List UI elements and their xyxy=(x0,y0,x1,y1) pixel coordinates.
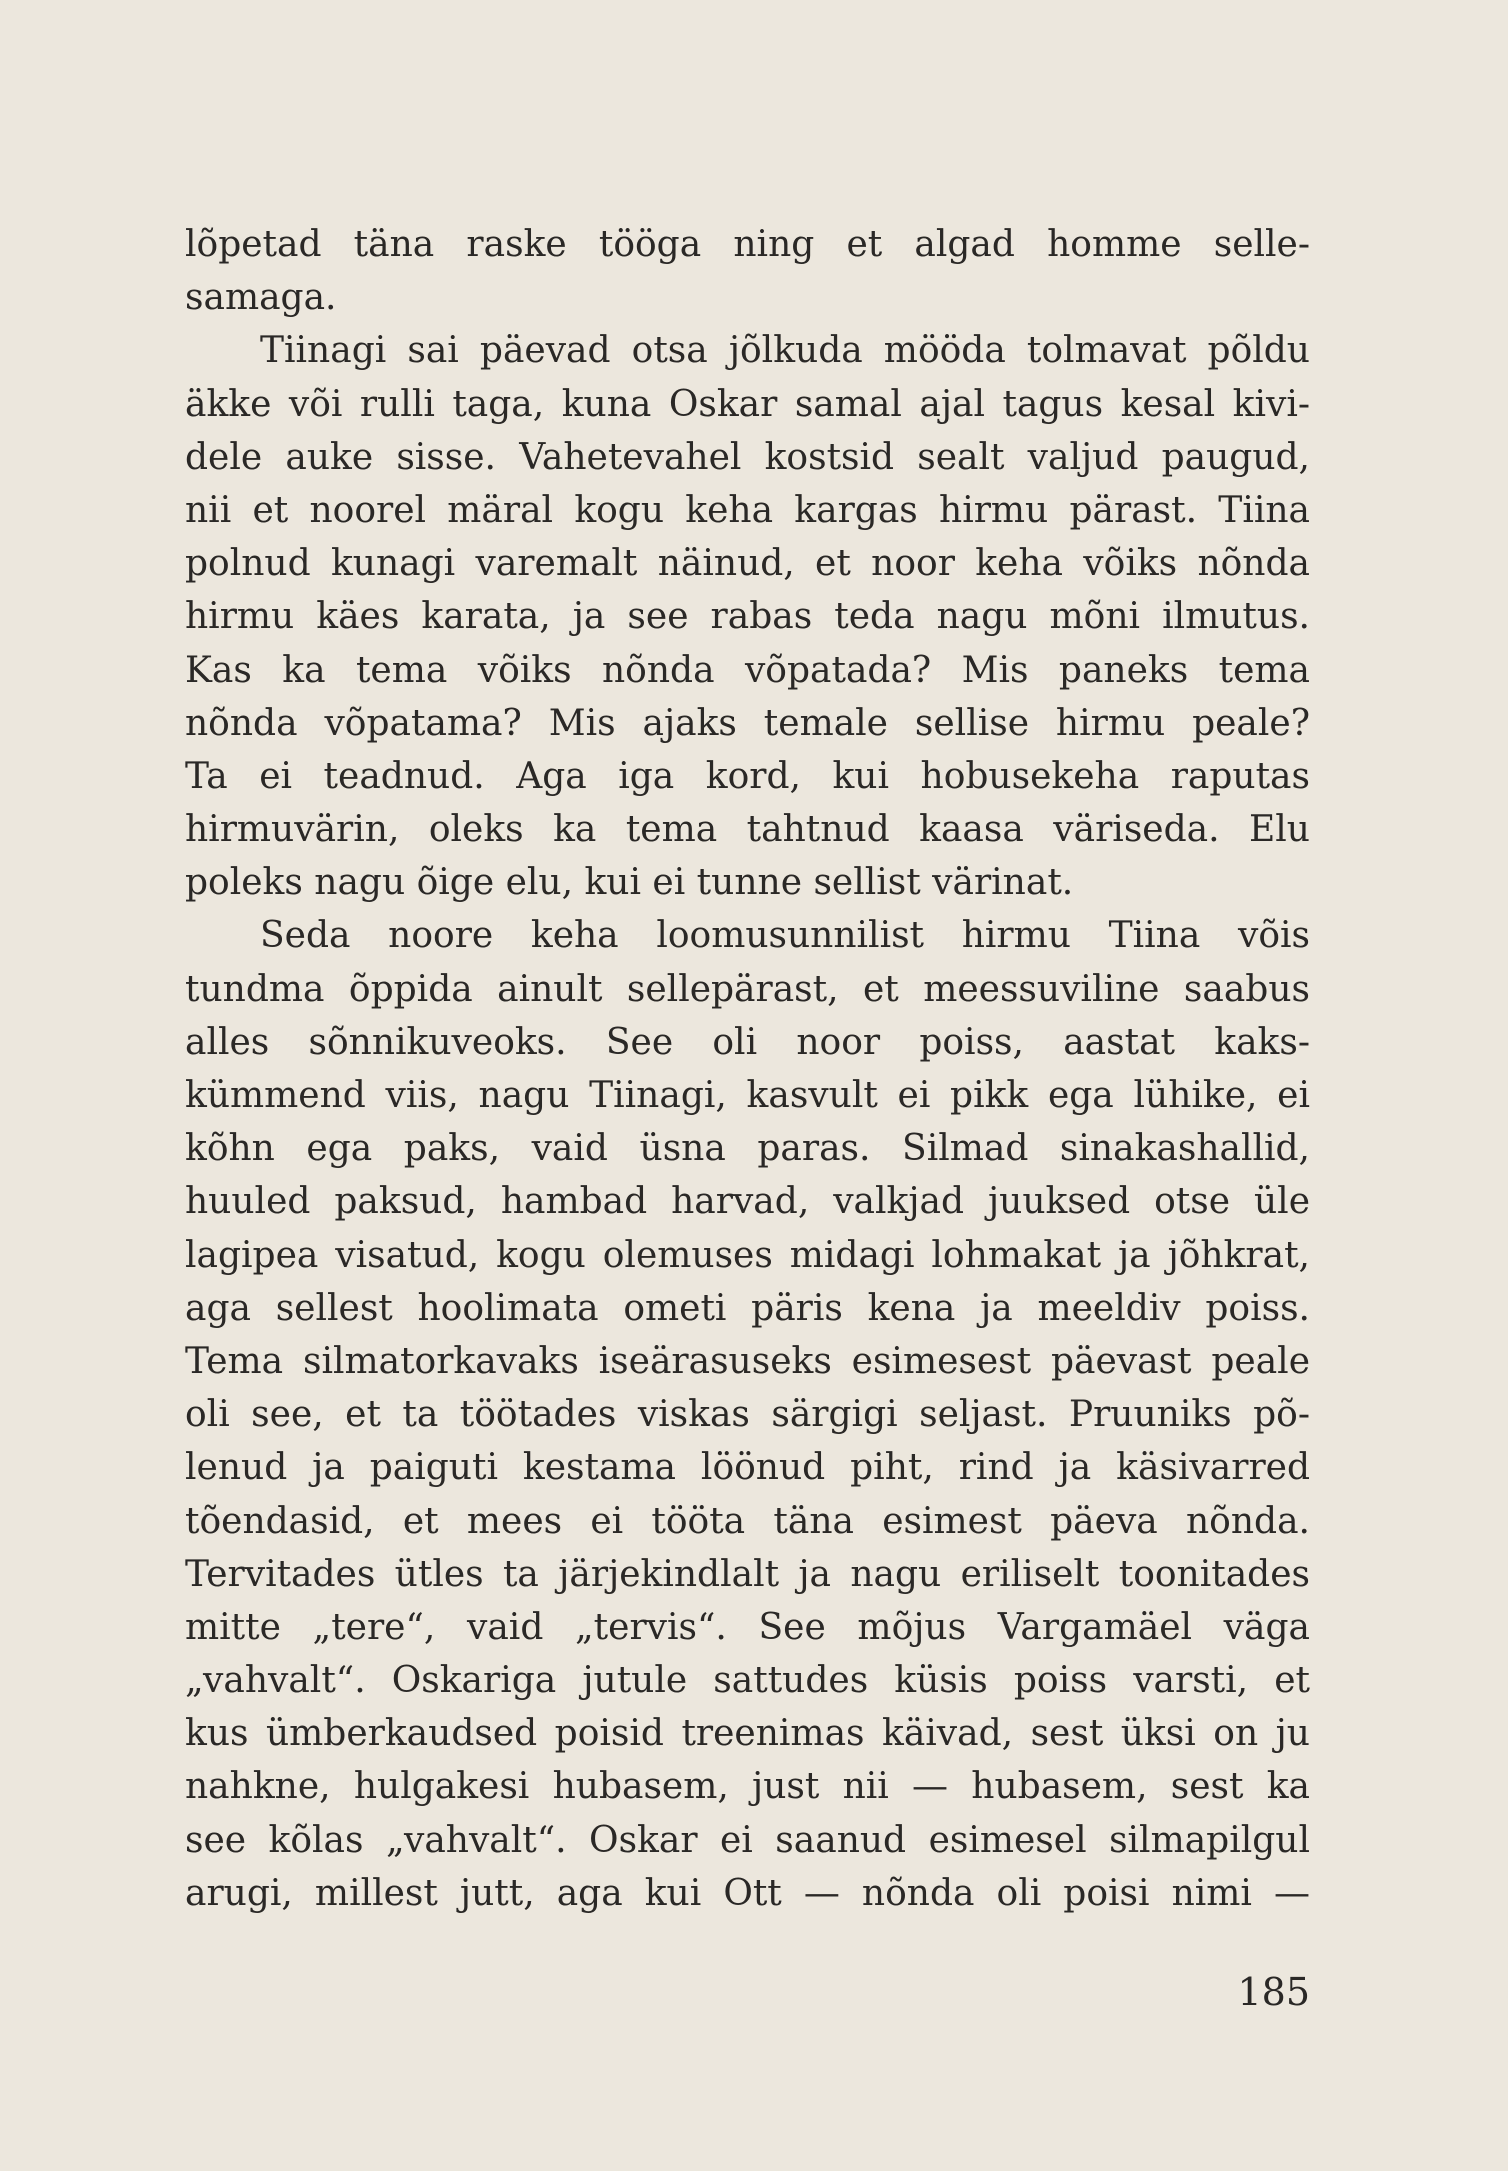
text-line: nõnda võpatama? Mis ajaks temale sellise hirmu peale? xyxy=(185,702,1310,744)
text-line: Ta ei teadnud. Aga iga kord, kui hobusekeha raputas xyxy=(185,755,1310,797)
text-line: kus ümberkaudsed poisid treenimas käivad, sest üksi on ju xyxy=(185,1713,1310,1755)
text-line: lagipea visatud, kogu olemuses midagi lohmakat ja jõhkrat, xyxy=(185,1234,1310,1276)
text-line: nii et noorel märal kogu keha kargas hirmu pärast. Tiina xyxy=(185,489,1310,531)
text-line: huuled paksud, hambad harvad, valkjad juuksed otse üle xyxy=(185,1181,1310,1223)
text-line: tõendasid, et mees ei tööta täna esimest päeva nõnda. xyxy=(185,1500,1310,1542)
text-line: samaga. xyxy=(185,277,337,319)
text-line: alles sõnnikuveoks. See oli noor poiss, aastat kaks- xyxy=(185,1021,1310,1063)
text-line: äkke või rulli taga, kuna Oskar samal ajal tagus kesal kivi- xyxy=(185,383,1310,425)
text-line: tundma õppida ainult sellepärast, et meessuviline saabus xyxy=(185,968,1310,1010)
text-line: lõpetad täna raske tööga ning et algad homme selle- xyxy=(185,224,1310,265)
text-line: see kõlas „vahvalt“. Oskar ei saanud esimesel silmapilgul xyxy=(185,1819,1310,1861)
text-line: kümmend viis, nagu Tiinagi, kasvult ei pikk ega lühike, ei xyxy=(185,1075,1310,1116)
text-line: Kas ka tema võiks nõnda võpatada? Mis paneks tema xyxy=(185,649,1310,691)
text-line: oli see, et ta töötades viskas särgigi seljast. Pruuniks põ- xyxy=(185,1394,1310,1436)
body-text xyxy=(185,218,1310,1920)
text-line: nahkne, hulgakesi hubasem, just nii — hubasem, sest ka xyxy=(185,1766,1310,1808)
text-line: Tiinagi sai päevad otsa jõlkuda mööda tolmavat põldu xyxy=(260,330,1310,372)
text-line: „vahvalt“. Oskariga jutule sattudes küsis poiss varsti, et xyxy=(185,1660,1310,1702)
text-line: aga sellest hoolimata ometi päris kena ja meeldiv poiss. xyxy=(185,1287,1310,1329)
text-line: Tema silmatorkavaks iseärasuseks esimesest päevast peale xyxy=(185,1340,1310,1382)
text-line: hirmuvärin, oleks ka tema tahtnud kaasa väriseda. Elu xyxy=(185,809,1310,851)
text-line: poleks nagu õige elu, kui ei tunne sellist värinat. xyxy=(185,862,1074,904)
text-line: dele auke sisse. Vahetevahel kostsid sealt valjud paugud, xyxy=(185,436,1310,478)
text-line: hirmu käes karata, ja see rabas teda nagu mõni ilmutus. xyxy=(185,596,1310,638)
text-line: Tervitades ütles ta järjekindlalt ja nagu eriliselt toonitades xyxy=(185,1553,1310,1595)
text-line: kõhn ega paks, vaid üsna paras. Silmad sinakashallid, xyxy=(185,1128,1310,1170)
text-line: Seda noore keha loomusunnilist hirmu Tiina võis xyxy=(260,915,1310,957)
page-number: 185 xyxy=(1237,1970,1310,2014)
text-line: polnud kunagi varemalt näinud, et noor keha võiks nõnda xyxy=(185,543,1310,585)
text-line: arugi, millest jutt, aga kui Ott — nõnda oli poisi nimi — xyxy=(185,1872,1310,1914)
text-line: lenud ja paiguti kestama löönud piht, rind ja käsivarred xyxy=(185,1447,1310,1489)
text-line: mitte „tere“, vaid „tervis“. See mõjus Vargamäel väga xyxy=(185,1606,1310,1648)
